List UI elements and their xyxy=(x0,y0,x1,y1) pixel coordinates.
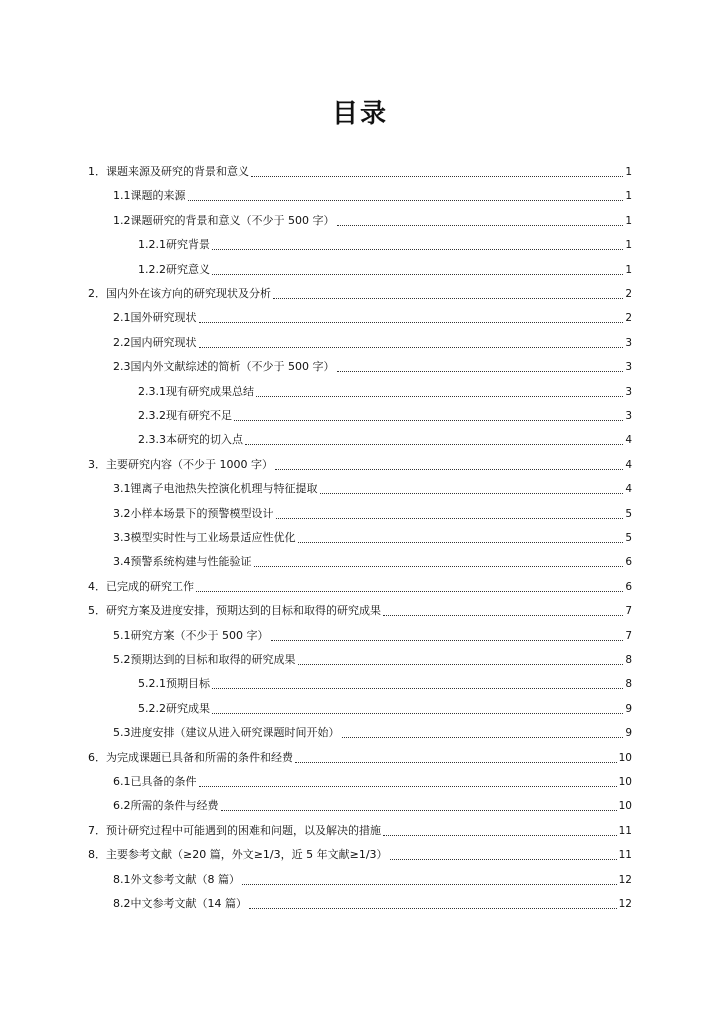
toc-entry-title: 现有研究成果总结 xyxy=(166,384,254,398)
toc-entry[interactable] xyxy=(113,181,632,203)
toc-dot-leader xyxy=(212,249,623,250)
toc-entry[interactable] xyxy=(113,791,632,813)
toc-entry[interactable] xyxy=(138,255,632,277)
toc-dot-leader xyxy=(383,835,617,836)
toc-entry-number: 2.3.3 xyxy=(138,433,166,447)
toc-entry-number: 3.4 xyxy=(113,555,131,569)
toc-dot-leader xyxy=(390,859,617,860)
toc-entry[interactable] xyxy=(113,621,632,643)
toc-entry[interactable] xyxy=(88,572,632,594)
toc-entry-page-number: 3 xyxy=(625,361,632,374)
toc-dot-leader xyxy=(199,322,624,323)
toc-entry-title: 研究背景 xyxy=(166,238,210,252)
toc-dot-leader xyxy=(383,615,623,616)
toc-entry-title: 模型实时性与工业场景适应性优化 xyxy=(130,531,296,544)
toc-entry[interactable] xyxy=(88,450,632,472)
toc-entry-page-number: 6 xyxy=(625,580,632,593)
toc-entry[interactable] xyxy=(113,523,632,545)
toc-entry-page-number: 1 xyxy=(625,263,632,276)
toc-entry-page-number: 4 xyxy=(625,434,632,447)
toc-entry-number: 5.2.1 xyxy=(138,677,166,691)
toc-dot-leader xyxy=(251,176,623,177)
toc-dot-leader xyxy=(276,518,624,519)
toc-dot-leader xyxy=(199,347,624,348)
toc-entry[interactable] xyxy=(113,303,632,325)
toc-entry-number: 5.2 xyxy=(113,653,131,666)
toc-entry-title: 研究成果 xyxy=(166,701,210,715)
toc-entry-title: 预警系统构建与性能验证 xyxy=(130,555,252,569)
toc-entry-title: 现有研究不足 xyxy=(166,409,232,422)
toc-dot-leader xyxy=(298,542,624,543)
toc-dot-leader xyxy=(212,688,623,689)
toc-dot-leader xyxy=(320,493,624,494)
toc-entry[interactable] xyxy=(113,499,632,521)
toc-entry-page-number: 11 xyxy=(618,849,632,862)
toc-entry[interactable] xyxy=(113,328,632,350)
toc-entry-number: 8． xyxy=(88,848,106,862)
toc-entry-title: 中文参考文献（14 篇） xyxy=(130,897,247,910)
toc-dot-leader xyxy=(337,225,624,226)
toc-entry-page-number: 4 xyxy=(625,458,632,471)
toc-entry-title: 锂离子电池热失控演化机理与特征提取 xyxy=(130,482,318,496)
toc-dot-leader xyxy=(221,810,617,811)
page-title: 目录 xyxy=(331,99,388,129)
toc-dot-leader xyxy=(249,908,617,909)
toc-entry-number: 6.1 xyxy=(113,775,131,788)
toc-entry-title: 研究方案（不少于 500 字） xyxy=(130,628,269,642)
toc-entry[interactable] xyxy=(138,401,632,423)
toc-entry-title: 进度安排（建议从进入研究课题时间开始） xyxy=(130,726,340,740)
toc-entry[interactable] xyxy=(113,547,632,569)
toc-entry-number: 1． xyxy=(88,165,106,178)
toc-entry[interactable] xyxy=(138,425,632,447)
toc-entry-page-number: 2 xyxy=(625,288,632,300)
toc-entry-title: 已完成的研究工作 xyxy=(106,579,194,593)
toc-entry[interactable] xyxy=(88,279,632,301)
toc-entry[interactable] xyxy=(113,767,632,789)
toc-entry-number: 1.2.2 xyxy=(138,262,166,276)
toc-entry-number: 3.1 xyxy=(113,482,131,496)
toc-entry-title: 主要研究内容（不少于 1000 字） xyxy=(106,457,273,471)
toc-entry-page-number: 10 xyxy=(618,751,632,764)
toc-entry[interactable] xyxy=(113,718,632,740)
toc-entry-title: 研究意义 xyxy=(166,262,210,276)
toc-entry-page-number: 9 xyxy=(625,702,632,715)
toc-entry-number: 1.1 xyxy=(113,189,131,203)
toc-entry-title: 为完成课题已具备和所需的条件和经费 xyxy=(106,750,293,764)
toc-entry-title: 国内研究现状 xyxy=(130,335,197,349)
toc-entry[interactable] xyxy=(138,230,632,252)
toc-entry-number: 1.2 xyxy=(113,213,131,227)
toc-entry-number: 2.3 xyxy=(113,360,131,374)
toc-dot-leader xyxy=(234,420,623,421)
toc-entry[interactable] xyxy=(113,889,632,911)
toc-dot-leader xyxy=(256,396,623,397)
toc-dot-leader xyxy=(342,737,624,738)
toc-entry-number: 5.2.2 xyxy=(138,701,166,715)
toc-entry-title: 本研究的切入点 xyxy=(166,433,243,447)
toc-entry-page-number: 3 xyxy=(625,385,632,398)
toc-entry-number: 5． xyxy=(88,604,106,618)
toc-entry-title: 国内外在该方向的研究现状及分析 xyxy=(106,287,271,300)
toc-entry[interactable] xyxy=(113,865,632,887)
toc-entry-number: 2.1 xyxy=(113,311,131,325)
toc-entry-title: 课题的来源 xyxy=(130,189,186,203)
toc-entry[interactable] xyxy=(138,377,632,399)
toc-entry-page-number: 4 xyxy=(625,483,632,496)
toc-entry[interactable] xyxy=(113,474,632,496)
toc-entry[interactable] xyxy=(88,840,632,862)
toc-entry-page-number: 9 xyxy=(625,727,632,740)
toc-entry-number: 2.3.2 xyxy=(138,409,166,422)
toc-entry-page-number: 3 xyxy=(625,410,632,422)
toc-entry-title: 预期达到的目标和取得的研究成果 xyxy=(130,653,296,666)
toc-entry-page-number: 10 xyxy=(618,800,632,813)
toc-dot-leader xyxy=(298,664,624,665)
toc-entry-page-number: 7 xyxy=(625,629,632,642)
toc-entry[interactable] xyxy=(138,669,632,691)
toc-entry-title: 研究方案及进度安排，预期达到的目标和取得的研究成果 xyxy=(106,604,381,618)
toc-entry-page-number: 3 xyxy=(625,336,632,349)
toc-dot-leader xyxy=(275,469,623,470)
toc-dot-leader xyxy=(199,786,617,787)
toc-entry-number: 8.1 xyxy=(113,872,131,886)
toc-entry-number: 3.2 xyxy=(113,506,131,520)
toc-entry-title: 国内外文献综述的简析（不少于 500 字） xyxy=(130,360,335,374)
toc-entry-page-number: 5 xyxy=(625,532,632,544)
toc-entry-page-number: 8 xyxy=(625,678,632,691)
toc-entry-page-number: 1 xyxy=(625,166,632,178)
toc-dot-leader xyxy=(212,274,623,275)
toc-entry-number: 3.3 xyxy=(113,531,131,544)
toc-entry-title: 国外研究现状 xyxy=(130,311,197,325)
toc-dot-leader xyxy=(254,566,624,567)
toc-entry-number: 6． xyxy=(88,750,106,764)
toc-entry-title: 外文参考文献（8 篇） xyxy=(130,872,240,886)
toc-entry-page-number: 1 xyxy=(625,239,632,252)
toc-entry-title: 预计研究过程中可能遇到的困难和问题，以及解决的措施 xyxy=(106,823,381,837)
toc-entry-number: 1.2.1 xyxy=(138,238,166,252)
toc-entry-title: 主要参考文献（≥20 篇，外文≥1/3，近 5 年文献≥1/3） xyxy=(106,848,388,862)
toc-entry-title: 课题来源及研究的背景和意义 xyxy=(106,165,249,178)
toc-entry[interactable] xyxy=(138,694,632,716)
toc-entry-number: 4． xyxy=(88,579,106,593)
toc-entry-page-number: 10 xyxy=(618,776,632,788)
toc-entry-page-number: 2 xyxy=(625,312,632,325)
toc-entry-page-number: 12 xyxy=(618,898,632,910)
toc-entry[interactable] xyxy=(88,596,632,618)
toc-entry-page-number: 1 xyxy=(625,214,632,227)
toc-dot-leader xyxy=(295,762,617,763)
toc-dot-leader xyxy=(188,200,624,201)
toc-entry-page-number: 1 xyxy=(625,190,632,203)
toc-entry-number: 5.1 xyxy=(113,628,131,642)
toc-entry[interactable] xyxy=(88,743,632,765)
toc-entry-number: 5.3 xyxy=(113,726,131,740)
toc-entry[interactable] xyxy=(88,157,632,179)
toc-entry-page-number: 11 xyxy=(618,824,632,837)
toc-entry-title: 预期目标 xyxy=(166,677,210,691)
toc-entry-page-number: 8 xyxy=(625,654,632,666)
toc-entry-number: 2． xyxy=(88,287,106,300)
toc-entry[interactable] xyxy=(113,645,632,667)
toc-entry[interactable] xyxy=(88,816,632,838)
toc-entry-number: 2.3.1 xyxy=(138,384,166,398)
toc-entry-number: 6.2 xyxy=(113,799,131,813)
toc-dot-leader xyxy=(337,371,624,372)
toc-entry-title: 小样本场景下的预警模型设计 xyxy=(130,506,274,520)
toc-dot-leader xyxy=(245,444,623,445)
toc-entry-number: 2.2 xyxy=(113,335,131,349)
toc-dot-leader xyxy=(271,640,624,641)
toc-entry-page-number: 6 xyxy=(625,556,632,569)
toc-entry-number: 7． xyxy=(88,823,106,837)
toc-entry[interactable] xyxy=(113,206,632,228)
toc-entry-title: 课题研究的背景和意义（不少于 500 字） xyxy=(130,213,335,227)
toc-entry-title: 已具备的条件 xyxy=(130,775,197,788)
toc-entry-number: 8.2 xyxy=(113,897,131,910)
toc-entry[interactable] xyxy=(113,352,632,374)
toc-entry-title: 所需的条件与经费 xyxy=(130,799,219,813)
toc-dot-leader xyxy=(196,591,623,592)
toc-entry-page-number: 12 xyxy=(618,873,632,886)
toc-entry-page-number: 5 xyxy=(625,507,632,520)
toc-entry-page-number: 7 xyxy=(625,605,632,618)
toc-dot-leader xyxy=(273,298,623,299)
toc-entry-number: 3． xyxy=(88,457,106,471)
toc-dot-leader xyxy=(212,713,623,714)
toc-dot-leader xyxy=(242,884,617,885)
